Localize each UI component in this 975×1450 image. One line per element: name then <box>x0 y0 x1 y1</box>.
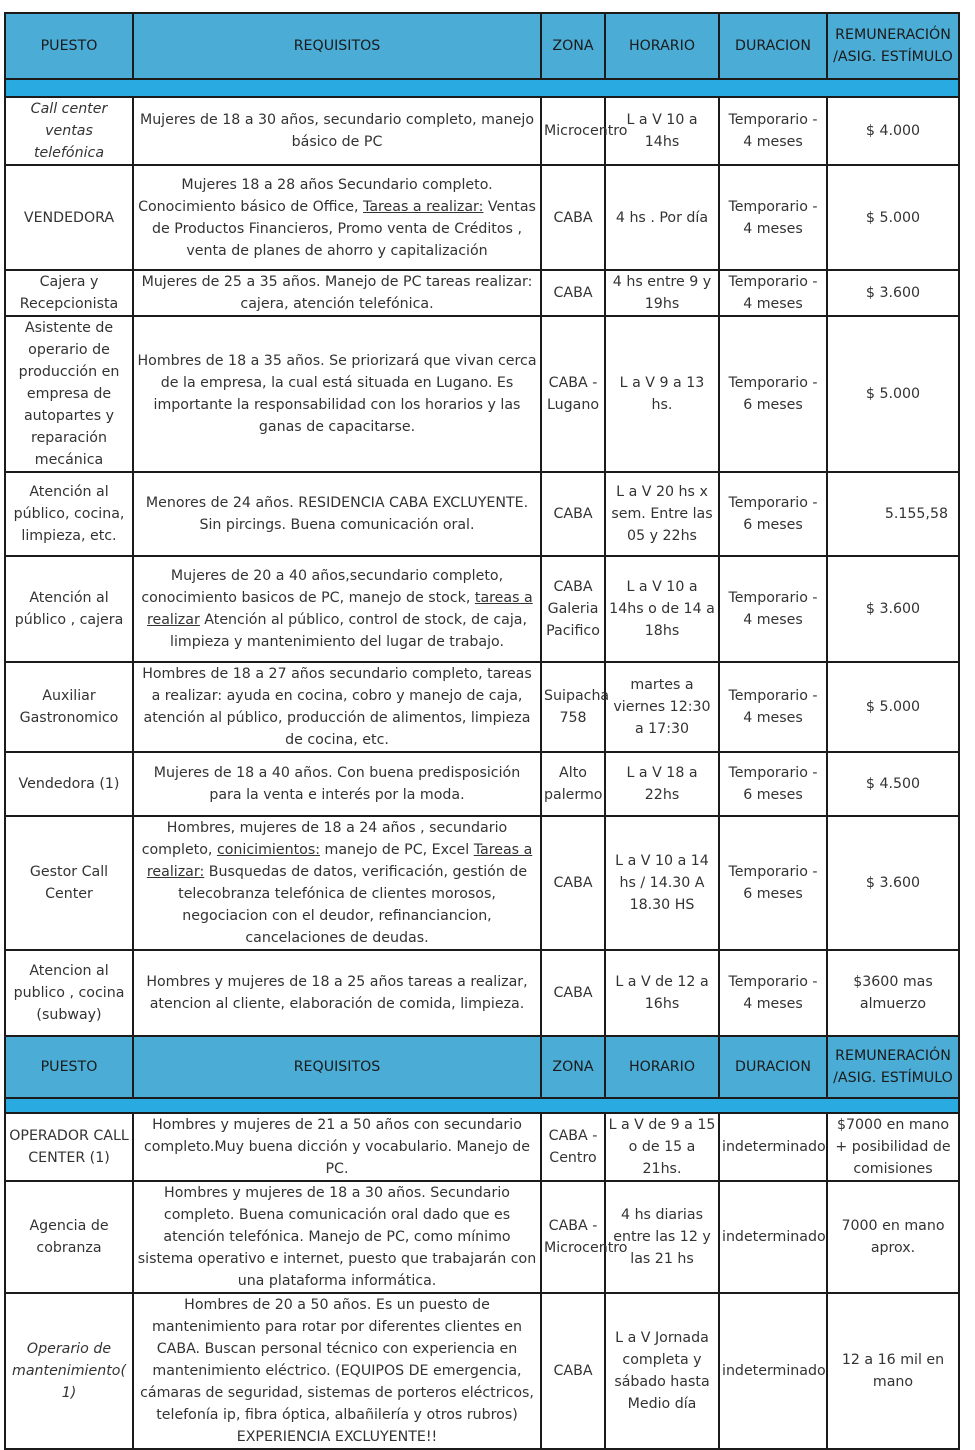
cell-remuneracion: 5.155,58 <box>827 472 959 556</box>
cell-requisitos: Hombres de 20 a 50 años. Es un puesto de mantenimiento para rotar por diferentes clientes en CABA. Buscan personal técnico con experiencia en mantenimiento eléctrico. (EQUIPOS DE emergencia, cámaras de seguridad, sistemas de porteros eléctricos, telefonía ip, fibra óptica, albañilería y otros rubros) EXPERIENCIA EXCLUYENTE!! <box>133 1293 541 1449</box>
cell-zona: CABA - Centro <box>541 1113 605 1181</box>
table-row <box>5 950 959 1036</box>
cell-puesto: Cajera y Recepcionista <box>5 270 133 316</box>
req-text: Mujeres de 20 a 40 años,secundario completo, conocimiento basicos de PC, manejo de stock, <box>141 568 504 606</box>
jobs-table <box>4 12 960 1450</box>
cell-remuneracion: $ 3.600 <box>827 270 959 316</box>
cell-zona: CABA Galeria Pacifico <box>541 556 605 662</box>
table-row <box>5 1181 959 1293</box>
cell-puesto: Auxiliar Gastronomico <box>5 662 133 752</box>
req-text: manejo de PC, Excel <box>320 842 474 858</box>
cell-duracion: Temporario - 4 meses <box>719 165 827 270</box>
cell-zona: CABA <box>541 1293 605 1449</box>
table-row <box>5 556 959 662</box>
cell-duracion: Temporario - 4 meses <box>719 270 827 316</box>
cell-remuneracion: $ 4.500 <box>827 752 959 816</box>
req-text: Atención al público, control de stock, de caja, limpieza y mantenimiento del lugar de trabajo. <box>170 612 527 650</box>
cell-horario: martes a viernes 12:30 a 17:30 <box>605 662 719 752</box>
cell-puesto: Atención al público , cajera <box>5 556 133 662</box>
req-text: Busquedas de datos, verificación, gestión de telecobranza telefónica de clientes morosos, negociacion con el deudor, refinanciancion, cancelaciones de deudas. <box>178 864 528 946</box>
header-row <box>5 13 959 79</box>
cell-puesto: Atencion al publico , cocina (subway) <box>5 950 133 1036</box>
cell-remuneracion: $ 4.000 <box>827 97 959 165</box>
cell-duracion: Temporario - 6 meses <box>719 752 827 816</box>
cell-horario: L a V 18 a 22hs <box>605 752 719 816</box>
cell-zona: CABA <box>541 165 605 270</box>
cell-remuneracion: 7000 en mano aprox. <box>827 1181 959 1293</box>
cell-zona: Microcentro <box>541 97 605 165</box>
cell-duracion: Temporario - 4 meses <box>719 97 827 165</box>
header-remuneracion: REMUNERACIÓN /ASIG. ESTÍMULO <box>827 1036 959 1098</box>
cell-zona: CABA <box>541 816 605 950</box>
cell-puesto: Operario de mantenimiento( 1) <box>5 1293 133 1449</box>
cell-duracion: Temporario - 4 meses <box>719 662 827 752</box>
cell-duracion: indeterminado <box>719 1181 827 1293</box>
req-text: Ventas de Productos Financieros, Promo venta de Créditos , venta de planes de ahorro y capitalización <box>152 198 536 259</box>
table-row <box>5 97 959 165</box>
cell-requisitos: Mujeres de 18 a 40 años. Con buena predisposición para la venta e interés por la moda. <box>133 752 541 816</box>
cell-horario: L a V de 9 a 15 o de 15 a 21hs. <box>605 1113 719 1181</box>
cell-zona: CABA - Lugano <box>541 316 605 472</box>
header-remuneracion: REMUNERACIÓN /ASIG. ESTÍMULO <box>827 13 959 79</box>
cell-requisitos: Hombres y mujeres de 18 a 30 años. Secundario completo. Buena comunicación oral dado que es atención telefónica. Manejo de PC, como mínimo sistema operativo e internet, puesto que trabajarán con una plataforma informática. <box>133 1181 541 1293</box>
header-zona: ZONA <box>541 1036 605 1098</box>
req-underlined: conicimientos: <box>216 842 321 858</box>
table-row <box>5 816 959 950</box>
header-requisitos: REQUISITOS <box>133 13 541 79</box>
table-row <box>5 165 959 270</box>
cell-requisitos <box>133 816 541 950</box>
cell-requisitos: Hombres y mujeres de 21 a 50 años con secundario completo.Muy buena dicción y vocabulario. Manejo de PC. <box>133 1113 541 1181</box>
cell-zona: CABA <box>541 270 605 316</box>
cell-horario: L a V 9 a 13 hs. <box>605 316 719 472</box>
cell-duracion: Temporario - 6 meses <box>719 816 827 950</box>
cell-horario: L a V 10 a 14 hs / 14.30 A 18.30 HS <box>605 816 719 950</box>
cell-remuneracion: 12 a 16 mil en mano <box>827 1293 959 1449</box>
cell-zona: Suipacha 758 <box>541 662 605 752</box>
cell-requisitos: Hombres de 18 a 27 años secundario completo, tareas a realizar: ayuda en cocina, cobro y manejo de caja, atención al público, producción de alimentos, limpieza de cocina, etc. <box>133 662 541 752</box>
header-duracion: DURACION <box>719 1036 827 1098</box>
req-underlined: Tareas a realizar: <box>363 198 484 215</box>
cell-puesto: Asistente de operario de producción en empresa de autopartes y reparación mecánica <box>5 316 133 472</box>
header-duracion: DURACION <box>719 13 827 79</box>
cell-requisitos: Mujeres de 18 a 30 años, secundario completo, manejo básico de PC <box>133 97 541 165</box>
cell-zona: CABA <box>541 950 605 1036</box>
cell-puesto: Agencia de cobranza <box>5 1181 133 1293</box>
cell-requisitos: Menores de 24 años. RESIDENCIA CABA EXCLUYENTE. Sin pircings. Buena comunicación oral. <box>133 472 541 556</box>
cell-horario: L a V de 12 a 16hs <box>605 950 719 1036</box>
cell-puesto: OPERADOR CALL CENTER (1) <box>5 1113 133 1181</box>
cell-remuneracion: $ 5.000 <box>827 662 959 752</box>
header-row <box>5 1036 959 1098</box>
cell-remuneracion: $ 3.600 <box>827 556 959 662</box>
separator-band <box>5 1098 959 1113</box>
header-zona: ZONA <box>541 13 605 79</box>
req-text: Mujeres 18 a 28 años Secundario completo. Conocimiento básico de Office, <box>138 176 493 215</box>
header-puesto: PUESTO <box>5 13 133 79</box>
cell-remuneracion: $ 3.600 <box>827 816 959 950</box>
cell-horario: L a V Jornada completa y sábado hasta Medio día <box>605 1293 719 1449</box>
separator-band <box>5 79 959 97</box>
table-row <box>5 752 959 816</box>
cell-duracion: Temporario - 4 meses <box>719 950 827 1036</box>
cell-duracion: Temporario - 6 meses <box>719 472 827 556</box>
table-row <box>5 472 959 556</box>
header-horario: HORARIO <box>605 13 719 79</box>
table-row <box>5 1293 959 1449</box>
header-puesto: PUESTO <box>5 1036 133 1098</box>
cell-zona: CABA <box>541 472 605 556</box>
table-row <box>5 1113 959 1181</box>
cell-puesto: Gestor Call Center <box>5 816 133 950</box>
cell-zona: CABA - Microcentro <box>541 1181 605 1293</box>
cell-remuneracion: $ 5.000 <box>827 165 959 270</box>
cell-requisitos: Mujeres de 25 a 35 años. Manejo de PC tareas realizar: cajera, atención telefónica. <box>133 270 541 316</box>
cell-remuneracion: $7000 en mano + posibilidad de comisiones <box>827 1113 959 1181</box>
cell-duracion: indeterminado <box>719 1293 827 1449</box>
cell-puesto: Call center ventas telefónica <box>5 97 133 165</box>
cell-duracion: Temporario - 6 meses <box>719 316 827 472</box>
cell-puesto: Atención al público, cocina, limpieza, etc. <box>5 472 133 556</box>
table-row <box>5 270 959 316</box>
header-horario: HORARIO <box>605 1036 719 1098</box>
cell-puesto: VENDEDORA <box>5 165 133 270</box>
cell-duracion: indeterminado <box>719 1113 827 1181</box>
cell-horario: 4 hs . Por día <box>605 165 719 270</box>
cell-requisitos: Hombres y mujeres de 18 a 25 años tareas a realizar, atencion al cliente, elaboración de comida, limpieza. <box>133 950 541 1036</box>
cell-horario: L a V 20 hs x sem. Entre las 05 y 22hs <box>605 472 719 556</box>
cell-remuneracion: $3600 mas almuerzo <box>827 950 959 1036</box>
req-text: Hombres, mujeres de 18 a 24 años , secundario completo, <box>141 820 508 858</box>
header-requisitos: REQUISITOS <box>133 1036 541 1098</box>
cell-requisitos <box>133 165 541 270</box>
cell-horario: L a V 10 a 14hs <box>605 97 719 165</box>
req-underlined: Tareas a realizar: <box>146 842 533 880</box>
cell-duracion: Temporario - 4 meses <box>719 556 827 662</box>
cell-puesto: Vendedora (1) <box>5 752 133 816</box>
table-row <box>5 316 959 472</box>
cell-zona: Alto palermo <box>541 752 605 816</box>
table-row <box>5 662 959 752</box>
cell-requisitos <box>133 556 541 662</box>
cell-requisitos: Hombres de 18 a 35 años. Se priorizará que vivan cerca de la empresa, la cual está situada en Lugano. Es importante la responsabilidad con los horarios y las ganas de capacitarse. <box>133 316 541 472</box>
cell-horario: 4 hs entre 9 y 19hs <box>605 270 719 316</box>
cell-remuneracion: $ 5.000 <box>827 316 959 472</box>
cell-horario: L a V 10 a 14hs o de 14 a 18hs <box>605 556 719 662</box>
req-underlined: tareas a realizar <box>146 590 533 628</box>
cell-horario: 4 hs diarias entre las 12 y las 21 hs <box>605 1181 719 1293</box>
